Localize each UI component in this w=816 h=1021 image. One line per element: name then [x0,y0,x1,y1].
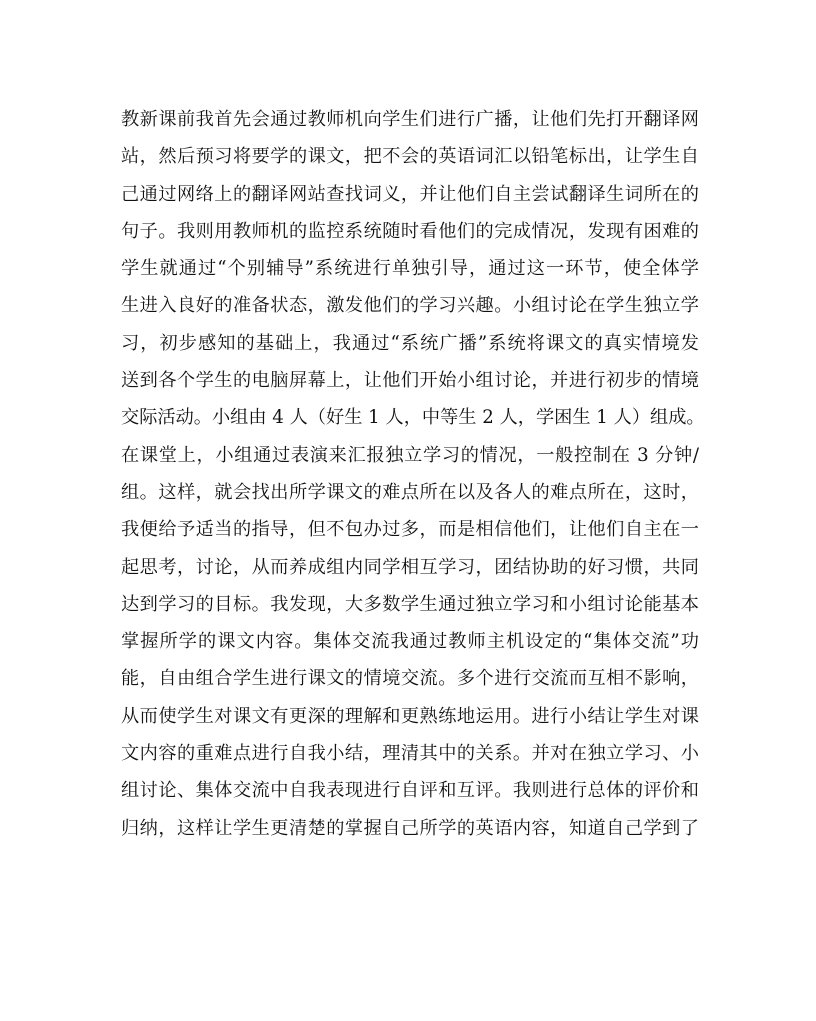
text-line-2: 站，然后预习将要学的课文，把不会的英语词汇以铅笔标出，让学生自 [121,146,699,168]
text-line-11: 组。这样，就会找出所学课文的难点所在以及各人的难点所在，这时， [121,481,699,503]
text-line-17: 从而使学生对课文有更深的理解和更熟练地运用。进行小结让学生对课 [121,705,699,727]
text-line-13: 起思考，讨论，从而养成组内同学相互学习，团结协助的好习惯，共同 [121,556,699,578]
text-line-15: 掌握所学的课文内容。集体交流我通过教师主机设定的“集体交流”功 [121,631,699,653]
text-line-9: 交际活动。小组由 4 人（好生 1 人，中等生 2 人，学困生 1 人）组成。 [121,407,705,429]
text-line-1: 教新课前我首先会通过教师机向学生们进行广播，让他们先打开翻译网 [121,109,699,130]
text-line-6: 生进入良好的准备状态，激发他们的学习兴趣。小组讨论在学生独立学 [121,295,699,317]
text-line-7: 习，初步感知的基础上，我通过“系统广播”系统将课文的真实情境发 [121,332,699,354]
text-line-8: 送到各个学生的电脑屏幕上，让他们开始小组讨论，并进行初步的情境 [121,370,699,392]
text-line-14: 达到学习的目标。我发现，大多数学生通过独立学习和小组讨论能基本 [121,593,699,615]
text-line-20: 归纳，这样让学生更清楚的掌握自己所学的英语内容，知道自己学到了 [121,817,699,839]
text-line-3: 己通过网络上的翻译网站查找词义，并让他们自主尝试翻译生词所在的 [121,183,699,205]
text-line-12: 我便给予适当的指导，但不包办过多，而是相信他们，让他们自主在一 [121,519,699,541]
text-line-10: 在课堂上，小组通过表演来汇报独立学习的情况，一般控制在 3 分钟/ [121,444,699,466]
text-line-4: 句子。我则用教师机的监控系统随时看他们的完成情况，发现有困难的 [121,220,699,242]
text-line-18: 文内容的重难点进行自我小结，理清其中的关系。并对在独立学习、小 [121,743,699,765]
text-line-5: 学生就通过“个别辅导”系统进行单独引导，通过这一环节，使全体学 [121,258,699,280]
text-line-19: 组讨论、集体交流中自我表现进行自评和互评。我则进行总体的评价和 [121,780,699,802]
text-line-16: 能，自由组合学生进行课文的情境交流。多个进行交流而互相不影响， [121,668,699,690]
body-paragraph [121,101,705,847]
